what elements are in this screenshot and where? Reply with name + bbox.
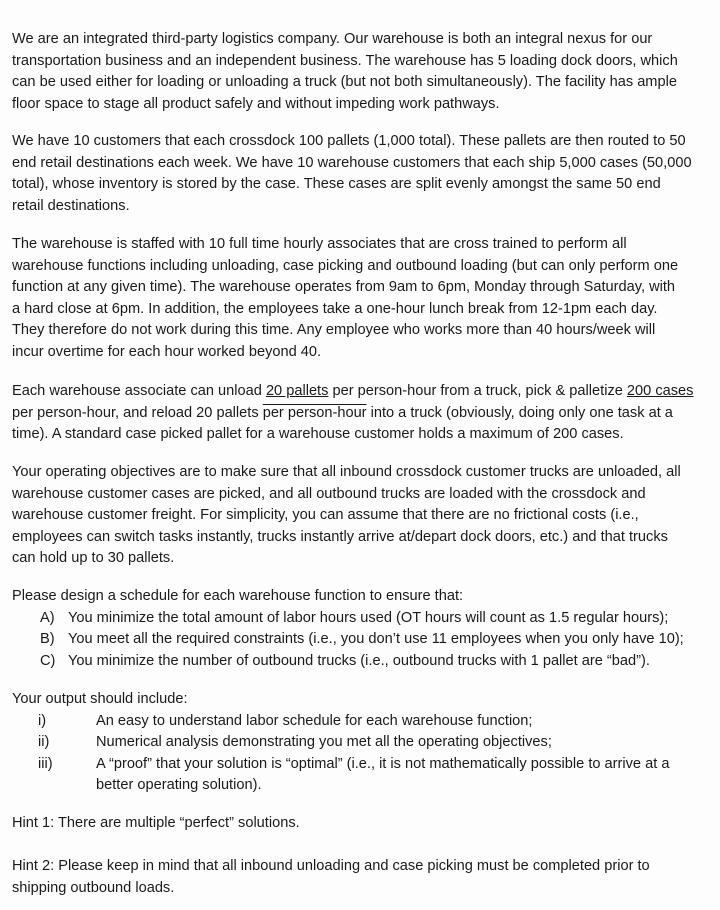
paragraph-customers bbox=[12, 131, 692, 217]
list-item bbox=[12, 711, 669, 733]
list-label: C) bbox=[40, 652, 56, 669]
paragraph-intro bbox=[12, 29, 678, 115]
text-line bbox=[12, 381, 693, 403]
text-line: incur overtime for each hour worked beyond 40. bbox=[12, 343, 322, 360]
paragraph-productivity bbox=[12, 381, 693, 446]
text-line bbox=[12, 403, 693, 425]
overlined-text: per person-hour bbox=[262, 404, 367, 421]
list-item bbox=[12, 732, 669, 754]
text: per person-hour, and reload 20 pallets bbox=[12, 404, 263, 421]
paragraph-output bbox=[12, 689, 669, 797]
hint-1 bbox=[12, 813, 300, 835]
text-line: They therefore do not work during this time. Any employee who works more than 40 hours/week will bbox=[12, 322, 656, 339]
list-text: You minimize the number of outbound trucks (i.e., outbound trucks with 1 pallet are “bad”). bbox=[68, 652, 650, 669]
text-line: can be used either for loading or unloading a truck (but not both simultaneously). The facility has ample bbox=[12, 74, 677, 91]
underlined-text: 200 cases bbox=[626, 383, 694, 399]
text-line: warehouse customer cases are picked, and all outbound trucks are loaded with the crossdock and bbox=[12, 485, 646, 502]
text-line: floor space to stage all product safely and without impeding work pathways. bbox=[12, 95, 500, 112]
list-text: Numerical analysis demonstrating you met all the operating objectives; bbox=[96, 734, 552, 751]
text-line: employees can switch tasks instantly, trucks instantly arrive at/depart dock doors, etc.) and that trucks bbox=[12, 528, 668, 545]
text-line: end retail destinations each week. We have 10 warehouse customers that each ship 5,000 cases (50,000 bbox=[12, 154, 692, 171]
text-line: can hold up to 30 pallets. bbox=[12, 550, 175, 567]
list-text: You meet all the required constraints (i.e., you don’t use 11 employees when you only have 10); bbox=[68, 631, 684, 648]
list-label: B) bbox=[40, 631, 55, 648]
text-line: Your operating objectives are to make sure that all inbound crossdock customer trucks are unloaded, all bbox=[12, 464, 681, 480]
text-line: shipping outbound loads. bbox=[12, 879, 175, 896]
paragraph-objectives bbox=[12, 462, 681, 570]
list-text: A “proof” that your solution is “optimal” (i.e., it is not mathematically possible to arrive at a bbox=[96, 755, 670, 772]
list-label: i) bbox=[38, 712, 47, 729]
text-line: The warehouse is staffed with 10 full time hourly associates that are cross trained to perform all bbox=[12, 236, 627, 252]
text-line: a hard close at 6pm. In addition, the employees take a one-hour lunch break from 12-1pm each day. bbox=[12, 300, 658, 317]
list-label: A) bbox=[40, 609, 55, 626]
paragraph-staffing bbox=[12, 234, 678, 364]
list-item bbox=[12, 629, 684, 651]
list-item bbox=[12, 754, 669, 776]
text-line: transportation business and an independent business. The warehouse has 5 loading dock doors, which bbox=[12, 52, 678, 69]
underlined-text: 20 pallets bbox=[265, 383, 329, 399]
text-line: retail destinations. bbox=[12, 197, 130, 214]
text-line: We are an integrated third-party logistics company. Our warehouse is both an integral nexus for our bbox=[12, 31, 653, 47]
list-label: iii) bbox=[38, 755, 53, 772]
text: Each warehouse associate can unload bbox=[12, 383, 266, 399]
text: per person-hour from a truck, pick & palletize bbox=[328, 383, 627, 399]
text-line: function at any given time). The warehouse operates from 9am to 6pm, Monday through Saturday, with bbox=[12, 279, 676, 296]
list-item bbox=[12, 608, 684, 630]
hint-2 bbox=[12, 856, 650, 899]
list-item bbox=[12, 651, 684, 673]
text: into a truck (obviously, doing only one task at a bbox=[366, 404, 673, 421]
text-line: We have 10 customers that each crossdock 100 pallets (1,000 total). These pallets are then routed to 50 bbox=[12, 133, 686, 149]
paragraph-design-schedule bbox=[12, 586, 684, 672]
list-label: ii) bbox=[38, 734, 50, 751]
text-line: time). A standard case picked pallet for a warehouse customer holds a maximum of 200 cases. bbox=[12, 426, 624, 443]
text-line: Hint 2: Please keep in mind that all inbound unloading and case picking must be completed prior to bbox=[12, 858, 650, 874]
text-line: Your output should include: bbox=[12, 691, 188, 707]
list-item-continuation: better operating solution). bbox=[96, 777, 262, 794]
list-text: You minimize the total amount of labor hours used (OT hours will count as 1.5 regular hours); bbox=[68, 609, 669, 626]
text-line: total), whose inventory is stored by the case. These cases are split evenly amongst the same 50 end bbox=[12, 176, 661, 193]
text-line: warehouse functions including unloading, case picking and outbound loading (but can only perform one bbox=[12, 257, 679, 274]
text-line: Please design a schedule for each warehouse function to ensure that: bbox=[12, 588, 464, 604]
list-text: An easy to understand labor schedule for each warehouse function; bbox=[96, 712, 533, 729]
text-line: warehouse customer freight. For simplicity, you can assume that there are no frictional costs (i.e., bbox=[12, 507, 639, 524]
text-line: Hint 1: There are multiple “perfect” solutions. bbox=[12, 815, 300, 831]
